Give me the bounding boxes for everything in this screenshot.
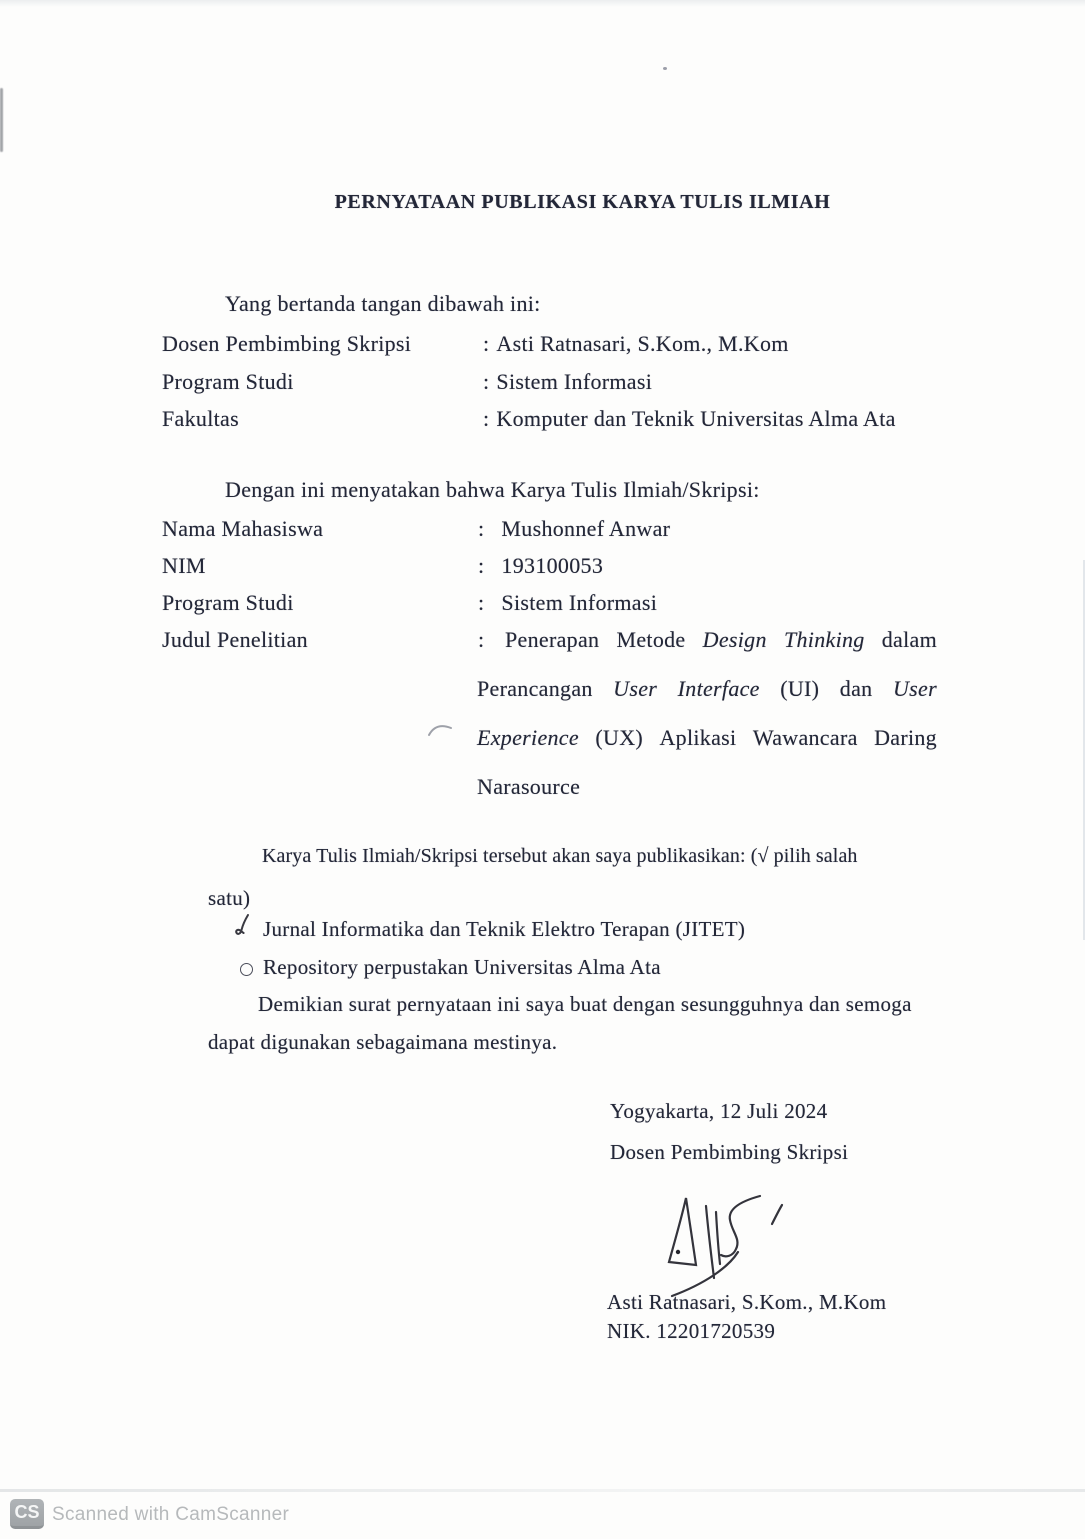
judul-line-4 bbox=[477, 774, 937, 800]
signer-value-text: Sistem Informasi bbox=[496, 369, 653, 394]
publish-line-2: satu) bbox=[208, 886, 251, 910]
student-value-text: Mushonnef Anwar bbox=[501, 516, 671, 541]
handwritten-check-icon bbox=[234, 913, 252, 937]
signer-label-fakultas: Fakultas bbox=[162, 406, 239, 431]
judul-word: User bbox=[613, 676, 658, 701]
camscanner-watermark: Scanned with CamScanner bbox=[52, 1504, 290, 1525]
signature-place-date: Yogyakarta, 12 Juli 2024 bbox=[610, 1099, 828, 1123]
judul-word: (UI) bbox=[780, 676, 820, 701]
judul-word: Daring bbox=[874, 725, 937, 750]
colon: : bbox=[478, 590, 485, 615]
signature-role: Dosen Pembimbing Skripsi bbox=[610, 1140, 849, 1164]
scan-bottom-streak bbox=[0, 1489, 1085, 1492]
camscanner-logo-icon: CS bbox=[10, 1499, 44, 1529]
colon: : bbox=[483, 369, 490, 394]
judul-word: Narasource bbox=[477, 774, 581, 799]
judul-word: Penerapan bbox=[505, 627, 600, 652]
judul-word: dan bbox=[839, 676, 873, 701]
opening-line: Yang bertanda tangan dibawah ini: bbox=[225, 291, 541, 316]
closing-line-2: dapat digunakan sebagaimana mestinya. bbox=[208, 1030, 558, 1054]
student-value-text: 193100053 bbox=[501, 553, 604, 578]
publish-line-1: Karya Tulis Ilmiah/Skripsi tersebut akan saya publikasikan: (√ pilih salah bbox=[262, 845, 858, 867]
judul-word: User bbox=[892, 676, 937, 701]
scan-edge-smudge bbox=[0, 88, 3, 152]
declaration-intro: Dengan ini menyatakan bahwa Karya Tulis Ilmiah/Skripsi: bbox=[225, 477, 760, 502]
judul-word: Perancangan bbox=[477, 676, 593, 701]
judul-label: Judul Penelitian bbox=[162, 627, 308, 652]
colon: : bbox=[478, 553, 485, 578]
judul-word: Aplikasi bbox=[659, 725, 737, 750]
student-value-text: Sistem Informasi bbox=[501, 590, 658, 615]
option-repository: Repository perpustakan Universitas Alma Ata bbox=[263, 955, 661, 979]
judul-word: Metode bbox=[616, 627, 686, 652]
colon: : bbox=[478, 516, 485, 541]
judul-word: Experience bbox=[477, 725, 579, 750]
judul-line-1 bbox=[505, 627, 937, 653]
student-value-prodi bbox=[478, 590, 657, 615]
colon: : bbox=[483, 406, 490, 431]
judul-colon: : bbox=[478, 627, 485, 652]
signer-value-prodi bbox=[483, 369, 652, 394]
signer-value-dosen bbox=[483, 331, 789, 356]
judul-line-2 bbox=[477, 676, 937, 702]
signer-label-dosen: Dosen Pembimbing Skripsi bbox=[162, 331, 412, 356]
judul-line-3 bbox=[477, 725, 937, 751]
scan-speck bbox=[663, 67, 667, 70]
colon: : bbox=[483, 331, 490, 356]
student-label-prodi: Program Studi bbox=[162, 590, 294, 615]
student-value-nim bbox=[478, 553, 603, 578]
judul-word: Wawancara bbox=[752, 725, 858, 750]
signer-value-text: Asti Ratnasari, S.Kom., M.Kom bbox=[496, 331, 789, 356]
judul-word: Interface bbox=[677, 676, 760, 701]
judul-word: (UX) bbox=[595, 725, 644, 750]
handwritten-signature bbox=[656, 1182, 790, 1300]
signature-name: Asti Ratnasari, S.Kom., M.Kom bbox=[607, 1290, 887, 1314]
signer-label-prodi: Program Studi bbox=[162, 369, 294, 394]
signature-nik: NIK. 12201720539 bbox=[607, 1319, 776, 1343]
pen-stray-mark bbox=[427, 720, 453, 738]
student-label-nim: NIM bbox=[162, 553, 206, 578]
student-label-nama: Nama Mahasiswa bbox=[162, 516, 324, 541]
judul-word: Thinking bbox=[783, 627, 865, 652]
signer-value-fakultas bbox=[483, 406, 896, 431]
signer-value-text: Komputer dan Teknik Universitas Alma Ata bbox=[496, 406, 896, 431]
circle-outline-icon bbox=[240, 963, 253, 976]
document-title: PERNYATAAN PUBLIKASI KARYA TULIS ILMIAH bbox=[334, 191, 831, 213]
scan-top-shadow bbox=[0, 0, 1085, 7]
option-jurnal: Jurnal Informatika dan Teknik Elektro Terapan (JITET) bbox=[263, 917, 746, 941]
judul-word: Design bbox=[702, 627, 767, 652]
student-value-nama bbox=[478, 516, 670, 541]
judul-word: dalam bbox=[881, 627, 937, 652]
closing-line-1: Demikian surat pernyataan ini saya buat dengan sesungguhnya dan semoga bbox=[258, 992, 912, 1016]
